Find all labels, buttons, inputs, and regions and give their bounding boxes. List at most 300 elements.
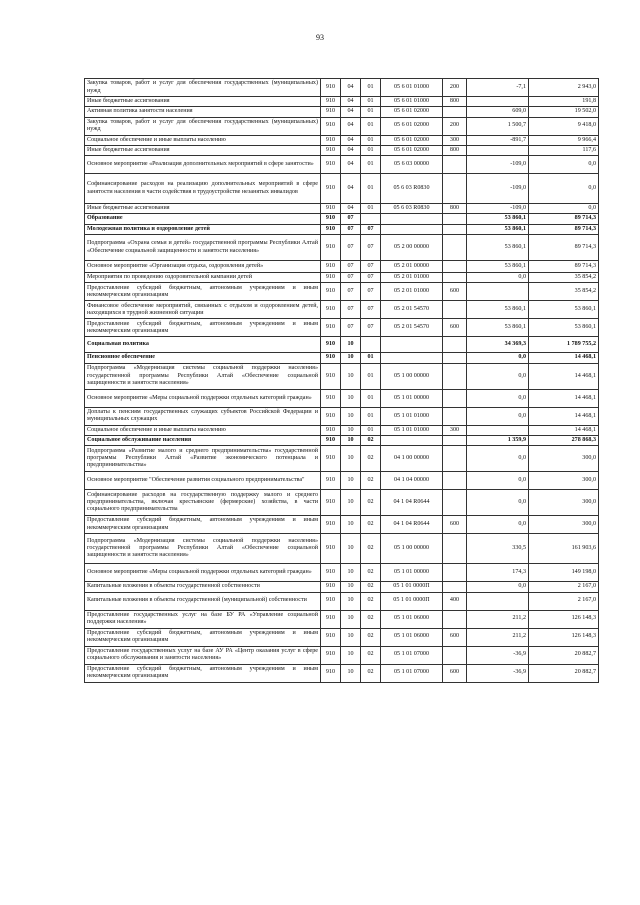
cell-total: 14 468,1 — [529, 407, 599, 425]
cell-expense-type: 600 — [443, 664, 467, 682]
cell-expense-type — [443, 490, 467, 516]
cell-expense-type: 600 — [443, 319, 467, 337]
cell-total: 2 943,0 — [529, 79, 599, 97]
cell-change: 0,0 — [467, 273, 529, 283]
cell-total: 300,0 — [529, 472, 599, 490]
cell-ministry: 910 — [321, 261, 341, 273]
cell-target-article: 05 2 01 54570 — [381, 319, 443, 337]
cell-subsection: 01 — [361, 363, 381, 389]
cell-subsection: 02 — [361, 564, 381, 582]
cell-total: 0,0 — [529, 174, 599, 204]
cell-name: Предоставление субсидий бюджетным, автономным учреждениям и иным некоммерческим организациям — [85, 283, 321, 301]
cell-change: -36,9 — [467, 646, 529, 664]
cell-subsection: 02 — [361, 582, 381, 592]
cell-total: 300,0 — [529, 446, 599, 472]
cell-change: -109,0 — [467, 156, 529, 174]
cell-total: 20 882,7 — [529, 646, 599, 664]
cell-ministry: 910 — [321, 107, 341, 117]
cell-ministry: 910 — [321, 273, 341, 283]
cell-ministry: 910 — [321, 156, 341, 174]
cell-section: 07 — [341, 319, 361, 337]
cell-total: 0,0 — [529, 204, 599, 214]
cell-section: 10 — [341, 435, 361, 445]
table-row — [85, 407, 599, 425]
cell-expense-type — [443, 301, 467, 319]
cell-total: 35 854,2 — [529, 283, 599, 301]
cell-name: Закупка товаров, работ и услуг для обеспечения государственных (муниципальных) нужд — [85, 79, 321, 97]
cell-subsection: 01 — [361, 135, 381, 145]
cell-name: Финансовое обеспечение мероприятий, связанных с отдыхом и оздоровлением детей, находящихся в трудной жизненной ситуации — [85, 301, 321, 319]
cell-section: 10 — [341, 564, 361, 582]
cell-expense-type: 300 — [443, 135, 467, 145]
cell-target-article: 05 6 03 00000 — [381, 156, 443, 174]
cell-section: 10 — [341, 425, 361, 435]
cell-expense-type: 400 — [443, 592, 467, 610]
cell-total: 149 198,0 — [529, 564, 599, 582]
cell-ministry: 910 — [321, 435, 341, 445]
cell-total: 9 418,0 — [529, 117, 599, 135]
cell-expense-type — [443, 446, 467, 472]
cell-total: 89 714,3 — [529, 214, 599, 224]
cell-subsection: 01 — [361, 174, 381, 204]
cell-section: 10 — [341, 337, 361, 353]
cell-target-article: 05 1 01 0000П — [381, 592, 443, 610]
table-row — [85, 490, 599, 516]
table-row — [85, 97, 599, 107]
cell-total: 89 714,3 — [529, 235, 599, 261]
cell-subsection: 01 — [361, 97, 381, 107]
cell-change: 211,2 — [467, 628, 529, 646]
cell-section: 10 — [341, 353, 361, 363]
cell-subsection: 07 — [361, 283, 381, 301]
cell-section: 10 — [341, 534, 361, 564]
cell-total: 126 148,3 — [529, 610, 599, 628]
cell-change: 0,0 — [467, 472, 529, 490]
cell-section: 04 — [341, 145, 361, 155]
table-row — [85, 156, 599, 174]
cell-ministry: 910 — [321, 174, 341, 204]
cell-expense-type — [443, 646, 467, 664]
table-row — [85, 353, 599, 363]
cell-expense-type — [443, 174, 467, 204]
cell-expense-type — [443, 389, 467, 407]
cell-expense-type — [443, 261, 467, 273]
cell-section: 07 — [341, 235, 361, 261]
cell-total: 300,0 — [529, 516, 599, 534]
cell-change: 0,0 — [467, 490, 529, 516]
table-row — [85, 363, 599, 389]
cell-change: 0,0 — [467, 516, 529, 534]
cell-target-article: 05 1 00 00000 — [381, 534, 443, 564]
cell-subsection: 02 — [361, 646, 381, 664]
cell-section: 10 — [341, 628, 361, 646]
table-row — [85, 582, 599, 592]
cell-total: 20 882,7 — [529, 664, 599, 682]
cell-subsection: 01 — [361, 79, 381, 97]
cell-expense-type — [443, 363, 467, 389]
cell-target-article: 04 1 00 00000 — [381, 446, 443, 472]
cell-name: Образование — [85, 214, 321, 224]
cell-expense-type — [443, 472, 467, 490]
cell-section: 04 — [341, 156, 361, 174]
cell-total: 14 468,1 — [529, 425, 599, 435]
table-row — [85, 472, 599, 490]
table-row — [85, 174, 599, 204]
cell-ministry: 910 — [321, 301, 341, 319]
table-row — [85, 516, 599, 534]
cell-section: 10 — [341, 610, 361, 628]
cell-name: Основное мероприятие «Меры социальной поддержки отдельных категорий граждан» — [85, 389, 321, 407]
table-row — [85, 435, 599, 445]
cell-target-article — [381, 435, 443, 445]
cell-section: 04 — [341, 97, 361, 107]
cell-section: 07 — [341, 283, 361, 301]
cell-name: Закупка товаров, работ и услуг для обеспечения государственных (муниципальных) нужд — [85, 117, 321, 135]
cell-ministry: 910 — [321, 283, 341, 301]
cell-subsection: 01 — [361, 407, 381, 425]
cell-total: 2 167,0 — [529, 582, 599, 592]
table-row — [85, 301, 599, 319]
table-row — [85, 145, 599, 155]
cell-subsection: 01 — [361, 389, 381, 407]
table-row — [85, 117, 599, 135]
cell-target-article — [381, 224, 443, 234]
cell-ministry: 910 — [321, 592, 341, 610]
cell-change — [467, 592, 529, 610]
cell-expense-type — [443, 235, 467, 261]
cell-target-article: 05 1 00 00000 — [381, 363, 443, 389]
cell-subsection: 02 — [361, 435, 381, 445]
cell-change: 53 860,1 — [467, 214, 529, 224]
cell-ministry: 910 — [321, 135, 341, 145]
table-row — [85, 235, 599, 261]
cell-section: 04 — [341, 117, 361, 135]
cell-ministry: 910 — [321, 516, 341, 534]
cell-change: -109,0 — [467, 204, 529, 214]
cell-total: 89 714,3 — [529, 224, 599, 234]
cell-target-article: 05 2 00 00000 — [381, 235, 443, 261]
cell-ministry: 910 — [321, 353, 341, 363]
table-row — [85, 283, 599, 301]
cell-ministry: 910 — [321, 79, 341, 97]
cell-change: 53 860,1 — [467, 301, 529, 319]
cell-target-article — [381, 337, 443, 353]
cell-change: 1 359,9 — [467, 435, 529, 445]
cell-total: 9 966,4 — [529, 135, 599, 145]
cell-total: 89 714,3 — [529, 261, 599, 273]
cell-subsection: 07 — [361, 319, 381, 337]
cell-name: Доплаты к пенсиям государственных служащих субъектов Российской Федерации и муниципальных служащих — [85, 407, 321, 425]
table-row — [85, 107, 599, 117]
cell-change: 211,2 — [467, 610, 529, 628]
cell-ministry: 910 — [321, 407, 341, 425]
cell-ministry: 910 — [321, 664, 341, 682]
cell-target-article: 05 6 03 R0830 — [381, 204, 443, 214]
cell-section: 10 — [341, 646, 361, 664]
table-row — [85, 273, 599, 283]
cell-name: Активная политика занятости населения — [85, 107, 321, 117]
cell-expense-type — [443, 582, 467, 592]
cell-subsection: 07 — [361, 273, 381, 283]
cell-target-article: 05 1 01 01000 — [381, 407, 443, 425]
cell-section: 10 — [341, 516, 361, 534]
cell-target-article: 05 2 01 01000 — [381, 283, 443, 301]
cell-section: 04 — [341, 174, 361, 204]
cell-section: 10 — [341, 446, 361, 472]
table-row — [85, 214, 599, 224]
table-row — [85, 446, 599, 472]
cell-subsection: 02 — [361, 472, 381, 490]
table-row — [85, 337, 599, 353]
cell-change: 330,5 — [467, 534, 529, 564]
cell-subsection: 01 — [361, 117, 381, 135]
cell-total: 19 502,0 — [529, 107, 599, 117]
cell-expense-type — [443, 353, 467, 363]
cell-subsection: 07 — [361, 224, 381, 234]
cell-ministry: 910 — [321, 363, 341, 389]
table-row — [85, 628, 599, 646]
cell-total: 1 789 755,2 — [529, 337, 599, 353]
cell-target-article: 05 1 01 06000 — [381, 610, 443, 628]
cell-expense-type: 200 — [443, 79, 467, 97]
cell-expense-type: 600 — [443, 516, 467, 534]
cell-total: 126 148,3 — [529, 628, 599, 646]
cell-name: Предоставление субсидий бюджетным, автономным учреждениям и иным некоммерческим организациям — [85, 516, 321, 534]
cell-expense-type: 800 — [443, 145, 467, 155]
cell-name: Основное мероприятие «Реализация дополнительных мероприятий в сфере занятости» — [85, 156, 321, 174]
cell-target-article: 05 1 01 07000 — [381, 646, 443, 664]
cell-name: Основное мероприятие "Обеспечение развития социального предпринимательства" — [85, 472, 321, 490]
table-row — [85, 261, 599, 273]
cell-expense-type — [443, 107, 467, 117]
cell-subsection: 02 — [361, 610, 381, 628]
cell-name: Подпрограмма «Охрана семьи и детей» государственной программы Республики Алтай «Обеспечение социальной защищенности и занятости населения» — [85, 235, 321, 261]
cell-ministry: 910 — [321, 534, 341, 564]
cell-target-article — [381, 214, 443, 224]
cell-section: 07 — [341, 224, 361, 234]
cell-change: 1 500,7 — [467, 117, 529, 135]
cell-change: 0,0 — [467, 582, 529, 592]
cell-change: -891,7 — [467, 135, 529, 145]
cell-total: 2 167,0 — [529, 592, 599, 610]
cell-expense-type: 200 — [443, 117, 467, 135]
cell-subsection — [361, 214, 381, 224]
cell-total: 300,0 — [529, 490, 599, 516]
cell-expense-type — [443, 214, 467, 224]
cell-section: 10 — [341, 582, 361, 592]
cell-section: 07 — [341, 273, 361, 283]
cell-subsection: 01 — [361, 353, 381, 363]
cell-target-article: 04 1 04 R0644 — [381, 516, 443, 534]
cell-ministry: 910 — [321, 446, 341, 472]
cell-ministry: 910 — [321, 628, 341, 646]
cell-target-article: 05 6 01 02000 — [381, 117, 443, 135]
cell-change: 53 860,1 — [467, 235, 529, 261]
cell-change: 53 860,1 — [467, 224, 529, 234]
cell-target-article — [381, 353, 443, 363]
cell-expense-type — [443, 564, 467, 582]
cell-target-article: 05 6 01 02000 — [381, 107, 443, 117]
cell-name: Социальное обеспечение и иные выплаты населению — [85, 135, 321, 145]
cell-ministry: 910 — [321, 582, 341, 592]
cell-section: 04 — [341, 204, 361, 214]
cell-expense-type — [443, 610, 467, 628]
cell-ministry: 910 — [321, 337, 341, 353]
cell-subsection: 01 — [361, 204, 381, 214]
cell-subsection: 02 — [361, 534, 381, 564]
table-row — [85, 664, 599, 682]
cell-subsection: 02 — [361, 664, 381, 682]
cell-expense-type: 300 — [443, 425, 467, 435]
cell-name: Социальное обеспечение и иные выплаты населению — [85, 425, 321, 435]
cell-name: Иные бюджетные ассигнования — [85, 145, 321, 155]
cell-ministry: 910 — [321, 117, 341, 135]
cell-change: -109,0 — [467, 174, 529, 204]
cell-total: 117,6 — [529, 145, 599, 155]
cell-change: 174,3 — [467, 564, 529, 582]
cell-name: Пенсионное обеспечение — [85, 353, 321, 363]
cell-ministry: 910 — [321, 646, 341, 664]
cell-subsection: 01 — [361, 107, 381, 117]
cell-name: Капитальные вложения в объекты государственной собственности — [85, 582, 321, 592]
cell-target-article: 05 2 01 01000 — [381, 273, 443, 283]
cell-name: Подпрограмма «Модернизация системы социальной поддержки населения» государственной программы Республики Алтай «Обеспечение социальной защищенности и занятости населения» — [85, 534, 321, 564]
cell-name: Иные бюджетные ассигнования — [85, 97, 321, 107]
cell-subsection — [361, 337, 381, 353]
page-number: 93 — [316, 33, 324, 42]
cell-name: Предоставление субсидий бюджетным, автономным учреждениям и иным некоммерческим организациям — [85, 664, 321, 682]
cell-target-article: 05 1 01 01000 — [381, 425, 443, 435]
cell-target-article: 05 6 01 02000 — [381, 145, 443, 155]
cell-change — [467, 97, 529, 107]
cell-target-article: 05 1 01 00000 — [381, 389, 443, 407]
cell-name: Основное мероприятие «Меры социальной поддержки отдельных категорий граждан» — [85, 564, 321, 582]
cell-change: 0,0 — [467, 363, 529, 389]
cell-section: 10 — [341, 592, 361, 610]
cell-ministry: 910 — [321, 610, 341, 628]
cell-subsection: 07 — [361, 301, 381, 319]
cell-name: Предоставление субсидий бюджетным, автономным учреждениям и иным некоммерческим организациям — [85, 628, 321, 646]
cell-change: -36,9 — [467, 664, 529, 682]
cell-expense-type — [443, 273, 467, 283]
table-row — [85, 224, 599, 234]
cell-change: 609,0 — [467, 107, 529, 117]
cell-section: 04 — [341, 107, 361, 117]
cell-ministry: 910 — [321, 564, 341, 582]
cell-ministry: 910 — [321, 389, 341, 407]
table-row — [85, 79, 599, 97]
cell-name: Мероприятия по проведению оздоровительной кампании детей — [85, 273, 321, 283]
cell-change: -7,1 — [467, 79, 529, 97]
cell-change: 53 860,1 — [467, 261, 529, 273]
cell-expense-type — [443, 407, 467, 425]
cell-name: Социальная политика — [85, 337, 321, 353]
table-row — [85, 204, 599, 214]
cell-name: Иные бюджетные ассигнования — [85, 204, 321, 214]
cell-target-article: 05 6 01 02000 — [381, 135, 443, 145]
cell-total: 161 903,6 — [529, 534, 599, 564]
cell-change: 0,0 — [467, 389, 529, 407]
cell-expense-type — [443, 224, 467, 234]
cell-total: 53 860,1 — [529, 301, 599, 319]
cell-change: 0,0 — [467, 446, 529, 472]
cell-expense-type — [443, 435, 467, 445]
cell-section: 07 — [341, 261, 361, 273]
cell-change — [467, 145, 529, 155]
cell-target-article: 05 1 01 06000 — [381, 628, 443, 646]
cell-ministry: 910 — [321, 472, 341, 490]
cell-section: 07 — [341, 214, 361, 224]
cell-expense-type: 800 — [443, 97, 467, 107]
cell-target-article: 05 1 01 07000 — [381, 664, 443, 682]
cell-section: 10 — [341, 472, 361, 490]
cell-section: 04 — [341, 79, 361, 97]
cell-change: 34 369,3 — [467, 337, 529, 353]
budget-table — [84, 78, 599, 683]
cell-change: 0,0 — [467, 407, 529, 425]
cell-section: 10 — [341, 363, 361, 389]
cell-name: Софинансирование расходов на реализацию дополнительных мероприятий в сфере занятости населения в части содействия в трудоустройстве незанятых инвалидов — [85, 174, 321, 204]
cell-name: Капитальные вложения в объекты государственной (муниципальной) собственности — [85, 592, 321, 610]
cell-change: 53 860,1 — [467, 319, 529, 337]
cell-ministry: 910 — [321, 204, 341, 214]
cell-expense-type — [443, 156, 467, 174]
table-row — [85, 534, 599, 564]
cell-subsection: 02 — [361, 592, 381, 610]
cell-total: 191,8 — [529, 97, 599, 107]
cell-change — [467, 283, 529, 301]
cell-subsection: 02 — [361, 490, 381, 516]
cell-subsection: 01 — [361, 156, 381, 174]
cell-name: Основное мероприятие «Организация отдыха, оздоровления детей» — [85, 261, 321, 273]
cell-section: 04 — [341, 135, 361, 145]
table-row — [85, 425, 599, 435]
cell-name: Подпрограмма «Развитие малого и среднего предпринимательства» государственной программы Республики Алтай «Развитие экономического потенциала и предпринимательства» — [85, 446, 321, 472]
cell-target-article: 05 6 01 01000 — [381, 79, 443, 97]
cell-total: 53 860,1 — [529, 319, 599, 337]
cell-subsection: 07 — [361, 235, 381, 261]
cell-target-article: 05 1 01 0000П — [381, 582, 443, 592]
cell-name: Предоставление государственных услуг на базе БУ РА «Управление социальной поддержки населения» — [85, 610, 321, 628]
cell-expense-type: 800 — [443, 204, 467, 214]
cell-total: 278 868,3 — [529, 435, 599, 445]
cell-name: Молодежная политика и оздоровление детей — [85, 224, 321, 234]
cell-subsection: 07 — [361, 261, 381, 273]
cell-change: 0,0 — [467, 353, 529, 363]
cell-subsection: 01 — [361, 145, 381, 155]
table-row — [85, 592, 599, 610]
cell-ministry: 910 — [321, 97, 341, 107]
cell-section: 10 — [341, 407, 361, 425]
cell-target-article: 05 1 01 00000 — [381, 564, 443, 582]
cell-ministry: 910 — [321, 145, 341, 155]
cell-target-article: 05 2 01 54570 — [381, 301, 443, 319]
cell-subsection: 01 — [361, 425, 381, 435]
cell-target-article: 05 6 03 R0830 — [381, 174, 443, 204]
table-row — [85, 389, 599, 407]
cell-target-article: 04 1 04 R0644 — [381, 490, 443, 516]
cell-total: 14 468,1 — [529, 363, 599, 389]
cell-subsection: 02 — [361, 516, 381, 534]
cell-ministry: 910 — [321, 490, 341, 516]
table-row — [85, 646, 599, 664]
cell-name: Софинансирование расходов на государственную поддержку малого и среднего предпринимательства, включая крестьянские (фермерские) хозяйства, в части социального предпринимательства — [85, 490, 321, 516]
cell-expense-type — [443, 337, 467, 353]
cell-total: 0,0 — [529, 156, 599, 174]
cell-expense-type — [443, 534, 467, 564]
table-row — [85, 135, 599, 145]
cell-name: Предоставление государственных услуг на базе АУ РА «Центр оказания услуг в сфере социального обслуживания и занятости населения» — [85, 646, 321, 664]
